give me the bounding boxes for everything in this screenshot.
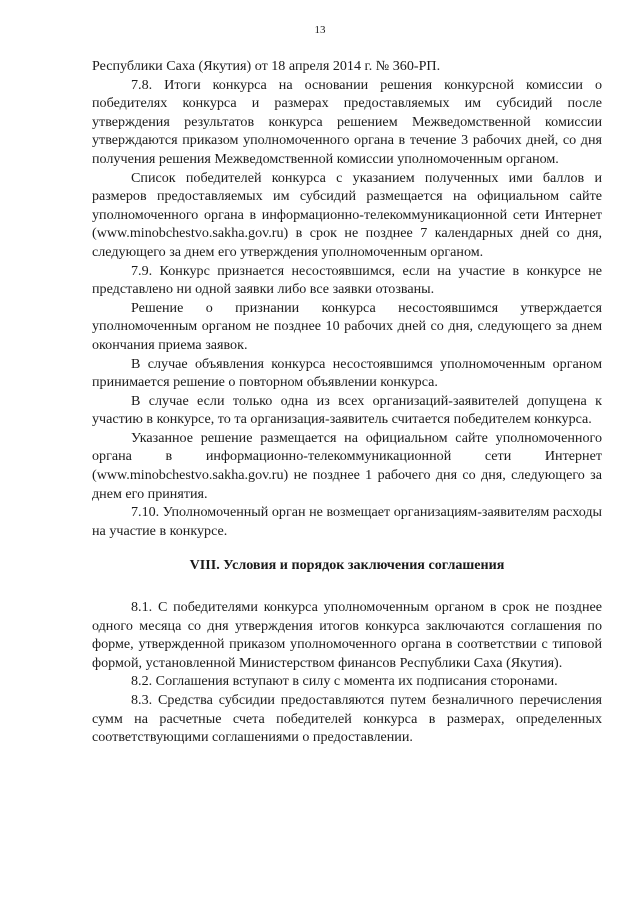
paragraph-repeat-announcement: В случае объявления конкурса несостоявшимся уполномоченным органом принимается решение о повторном объявлении конкурса. bbox=[92, 355, 602, 391]
paragraph-7-9: 7.9. Конкурс признается несостоявшимся, если на участие в конкурсе не представлено ни одной заявки либо все заявки отозваны. bbox=[92, 262, 602, 298]
paragraph-7-8: 7.8. Итоги конкурса на основании решения конкурсной комиссии о победителях конкурса и размерах предоставляемых им субсидий после утверждения результатов конкурса решением Межведомственной комиссии утверждаются приказом уполномоченного органа в течение 3 рабочих дней, со дня получения решения Межведомственной комиссии уполномоченным органом. bbox=[92, 76, 602, 167]
paragraph-8-2: 8.2. Соглашения вступают в силу с момента их подписания сторонами. bbox=[131, 673, 558, 690]
page-number: 13 bbox=[314, 24, 326, 36]
paragraph-8-1: 8.1. С победителями конкурса уполномоченным органом в срок не позднее одного месяца со дня утверждения итогов конкурса заключаются соглашения по форме, утвержденной приказом уполномоченного органа в соответствии с типовой формой, установленной Министерством финансов Республики Саха (Якутия). bbox=[92, 599, 602, 671]
paragraph-winners-list: Список победителей конкурса с указанием полученных ими баллов и размеров предоставляемых им субсидий размещается на официальном сайте уполномоченного органа в информационно-телекоммуникационной сети Интернет (www.minobchestvo.sakha.gov.ru) в срок не позднее 7 календарных дней со дня, следующего за днем его утверждения уполномоченным органом. bbox=[92, 169, 602, 260]
paragraph-decision-publication: Указанное решение размещается на официальном сайте уполномоченного органа в информационно-телекоммуникационной сети Интернет (www.minobchestvo.sakha.gov.ru) не позднее 1 рабочего дня со дня, следующего за днем его принятия. bbox=[92, 429, 602, 502]
paragraph-single-applicant: В случае если только одна из всех организаций-заявителей допущена к участию в конкурсе, то та организация-заявитель считается победителем конкурса. bbox=[92, 392, 602, 428]
paragraph-continuation: Республики Саха (Якутия) от 18 апреля 2014 г. № 360-РП. bbox=[92, 58, 441, 74]
paragraph-8-3: 8.3. Средства субсидии предоставляются путем безналичного перечисления сумм на расчетные счета победителей конкурса в размерах, определенных соответствующими соглашениями о предоставлении. bbox=[92, 692, 602, 746]
document-body bbox=[92, 57, 602, 747]
paragraph-7-10: 7.10. Уполномоченный орган не возмещает организациям-заявителям расходы на участие в конкурсе. bbox=[92, 504, 602, 539]
section-heading: VIII. Условия и порядок заключения соглашения bbox=[189, 557, 505, 574]
paragraph-failed-decision: Решение о признании конкурса несостоявшимся утверждается уполномоченным органом не позднее 10 рабочих дней со дня, следующего за днем окончания приема заявок. bbox=[92, 299, 602, 353]
